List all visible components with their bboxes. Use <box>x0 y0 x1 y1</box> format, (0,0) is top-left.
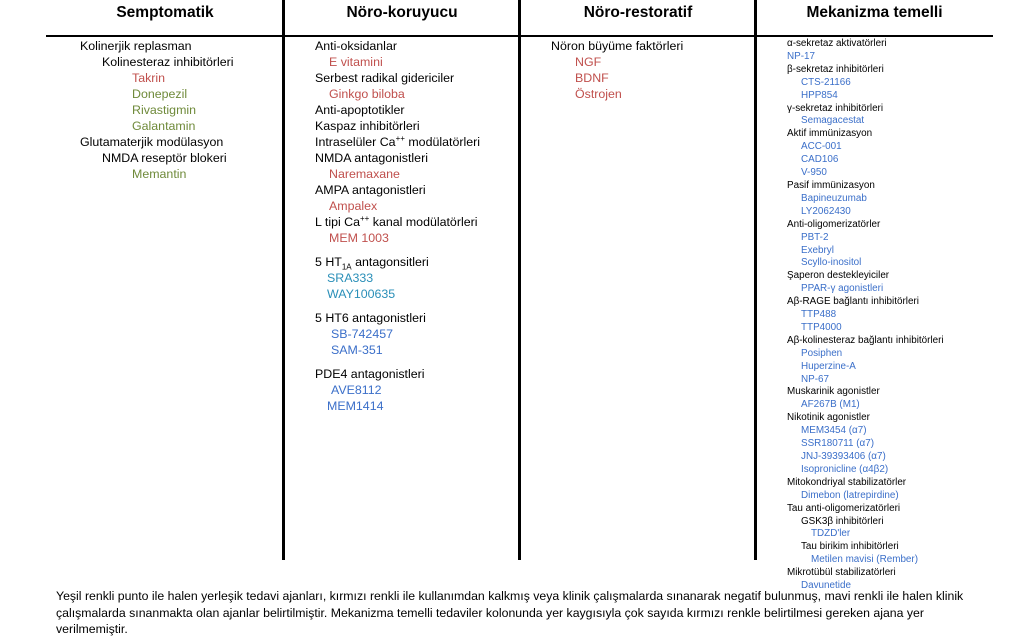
agent-name: MEM1414 <box>327 399 384 413</box>
agent-name: Naremaxane <box>329 167 400 181</box>
category-label: Şaperon destekleyiciler <box>787 270 890 282</box>
agent-name: HPP854 <box>801 89 838 101</box>
agent-name: NGF <box>575 55 602 69</box>
category-label: NMDA reseptör blokeri <box>102 151 227 165</box>
agent-name: SSR180711 (α7) <box>801 438 875 450</box>
category-label: Muskarinik agonistler <box>787 386 880 398</box>
header-noro-koruyucu: Nöro-koruyucu <box>346 4 458 21</box>
agent-name: MEM 1003 <box>329 231 389 245</box>
spacer <box>315 302 480 310</box>
category-label: Aβ-RAGE bağlantı inhibitörleri <box>787 296 919 308</box>
agent-name: PPAR-γ agonistleri <box>801 283 884 295</box>
header-semptomatik: Semptomatik <box>116 4 214 21</box>
category-label: 5 $HT_{1A}$ antagonsitleri <box>315 255 429 272</box>
agent-name: Galantamin <box>132 119 196 133</box>
category-label: Anti-apoptotikler <box>315 103 405 117</box>
column-divider <box>754 0 757 560</box>
category-label: Nöron büyüme faktörleri <box>551 39 684 53</box>
agent-name: PBT-2 <box>801 231 829 243</box>
agent-name: Memantin <box>132 167 187 181</box>
header-mekanizma-temelli: Mekanizma temelli <box>806 4 943 21</box>
agent-name: SAM-351 <box>331 343 383 357</box>
agent-name: SB-742457 <box>331 327 394 341</box>
agent-name: Bapineuzumab <box>801 192 867 204</box>
agent-name: TDZD'ler <box>811 528 851 540</box>
category-label: Glutamaterjik modülasyon <box>80 135 224 149</box>
column-noro-restoratif <box>551 38 683 102</box>
spacer <box>315 246 480 254</box>
category-label: α-sekretaz aktivatörleri <box>787 38 887 49</box>
spacer <box>315 358 480 366</box>
category-label: Intraselüler Ca++ modülatörleri <box>315 133 480 149</box>
category-label: AMPA antagonistleri <box>315 183 426 197</box>
category-label: Tau anti-oligomerizatörleri <box>787 502 901 514</box>
agent-name: AF267B (M1) <box>801 399 860 411</box>
agent-name: E vitamini <box>329 55 383 69</box>
header-noro-restoratif: Nöro-restoratif <box>583 4 693 21</box>
agent-name: Semagacestat <box>801 115 865 127</box>
column-noro-koruyucu <box>315 38 480 414</box>
agent-name: Dimebon (latrepirdine) <box>801 489 899 501</box>
agent-name: Rivastigmin <box>132 103 197 117</box>
category-label: Tau birikim inhibitörleri <box>801 541 899 553</box>
agent-name: Östrojen <box>575 87 622 101</box>
agent-name: V-950 <box>801 167 827 179</box>
category-label: β-sekretaz inhibitörleri <box>787 63 884 75</box>
agent-name: NP-67 <box>801 373 829 385</box>
category-label: Mitokondriyal stabilizatörler <box>787 476 907 488</box>
agent-name: MEM3454 (α7) <box>801 425 867 437</box>
footnote: Yeşil renkli punto ile halen yerleşik tedavi ajanları, kırmızı renkli ile kullanımdan kalkmış veya klinik çalışmalarda sınanarak negatif bulunmuş, mavi renkli ile halen klinik çalışmalarda sınanmakta olan ajanlar belirtilmiştir. Mekanizma temelli tedaviler kolonunda yer kaygısıyla çok sayıda kırmızı renkle belirtilmesi gereken ajana yer verilmemiştir. <box>56 589 964 636</box>
category-label: γ-sekretaz inhibitörleri <box>787 102 884 114</box>
agent-name: LY2062430 <box>801 205 851 217</box>
header-rule <box>46 35 993 37</box>
category-label: 5 HT6 antagonistleri <box>315 311 426 325</box>
category-label: Kaspaz inhibitörleri <box>315 119 420 133</box>
agent-name: CTS-21166 <box>801 76 851 88</box>
agent-name: Exebryl <box>801 244 834 256</box>
category-label: Kolinerjik replasman <box>80 39 192 53</box>
category-label: PDE4 antagonistleri <box>315 367 425 381</box>
category-label: Serbest radikal gidericiler <box>315 71 455 85</box>
column-semptomatik <box>80 38 234 182</box>
agent-name: Posiphen <box>801 347 843 359</box>
category-label: Pasif immünizasyon <box>787 179 875 191</box>
agent-name: Davunetide <box>801 580 851 592</box>
category-label: Kolinesteraz inhibitörleri <box>102 55 234 69</box>
agent-name: TTP488 <box>801 309 837 321</box>
agent-name: Metilen mavisi (Rember) <box>811 554 919 566</box>
agent-name: AVE8112 <box>331 383 382 397</box>
agent-name: JNJ-39393406 (α7) <box>801 451 886 462</box>
category-label: GSK3β inhibitörleri <box>801 515 884 527</box>
column-divider <box>518 0 521 560</box>
agent-name: Takrin <box>132 71 166 85</box>
category-label: Anti-oksidanlar <box>315 39 397 53</box>
category-label: Anti-oligomerizatörler <box>787 218 881 230</box>
agent-name: Donepezil <box>132 87 188 101</box>
category-label: Nikotinik agonistler <box>787 412 870 424</box>
column-divider <box>282 0 285 560</box>
category-label: L tipi Ca++ kanal modülatörleri <box>315 213 478 229</box>
category-label: NMDA antagonistleri <box>315 151 428 165</box>
column-mekanizma-temelli <box>787 38 944 593</box>
category-label: Aβ-kolinesteraz bağlantı inhibitörleri <box>787 334 944 346</box>
agent-name: ACC-001 <box>801 141 842 153</box>
agent-name: CAD106 <box>801 154 839 166</box>
category-label: Mikrotübül stabilizatörleri <box>787 567 896 579</box>
agent-name: SRA333 <box>327 271 374 285</box>
agent-name: WAY100635 <box>327 287 396 301</box>
category-label: Aktif immünizasyon <box>787 128 873 140</box>
agent-name: Ampalex <box>329 199 378 213</box>
agent-name: BDNF <box>575 71 609 85</box>
agent-name: TTP4000 <box>801 321 842 333</box>
agent-name: NP-17 <box>787 50 815 62</box>
agent-name: Ginkgo biloba <box>329 87 405 101</box>
agent-name: Scyllo-inositol <box>801 257 862 269</box>
agent-name: Huperzine-A <box>801 360 856 372</box>
agent-name: Isopronicline (α4β2) <box>801 463 889 475</box>
